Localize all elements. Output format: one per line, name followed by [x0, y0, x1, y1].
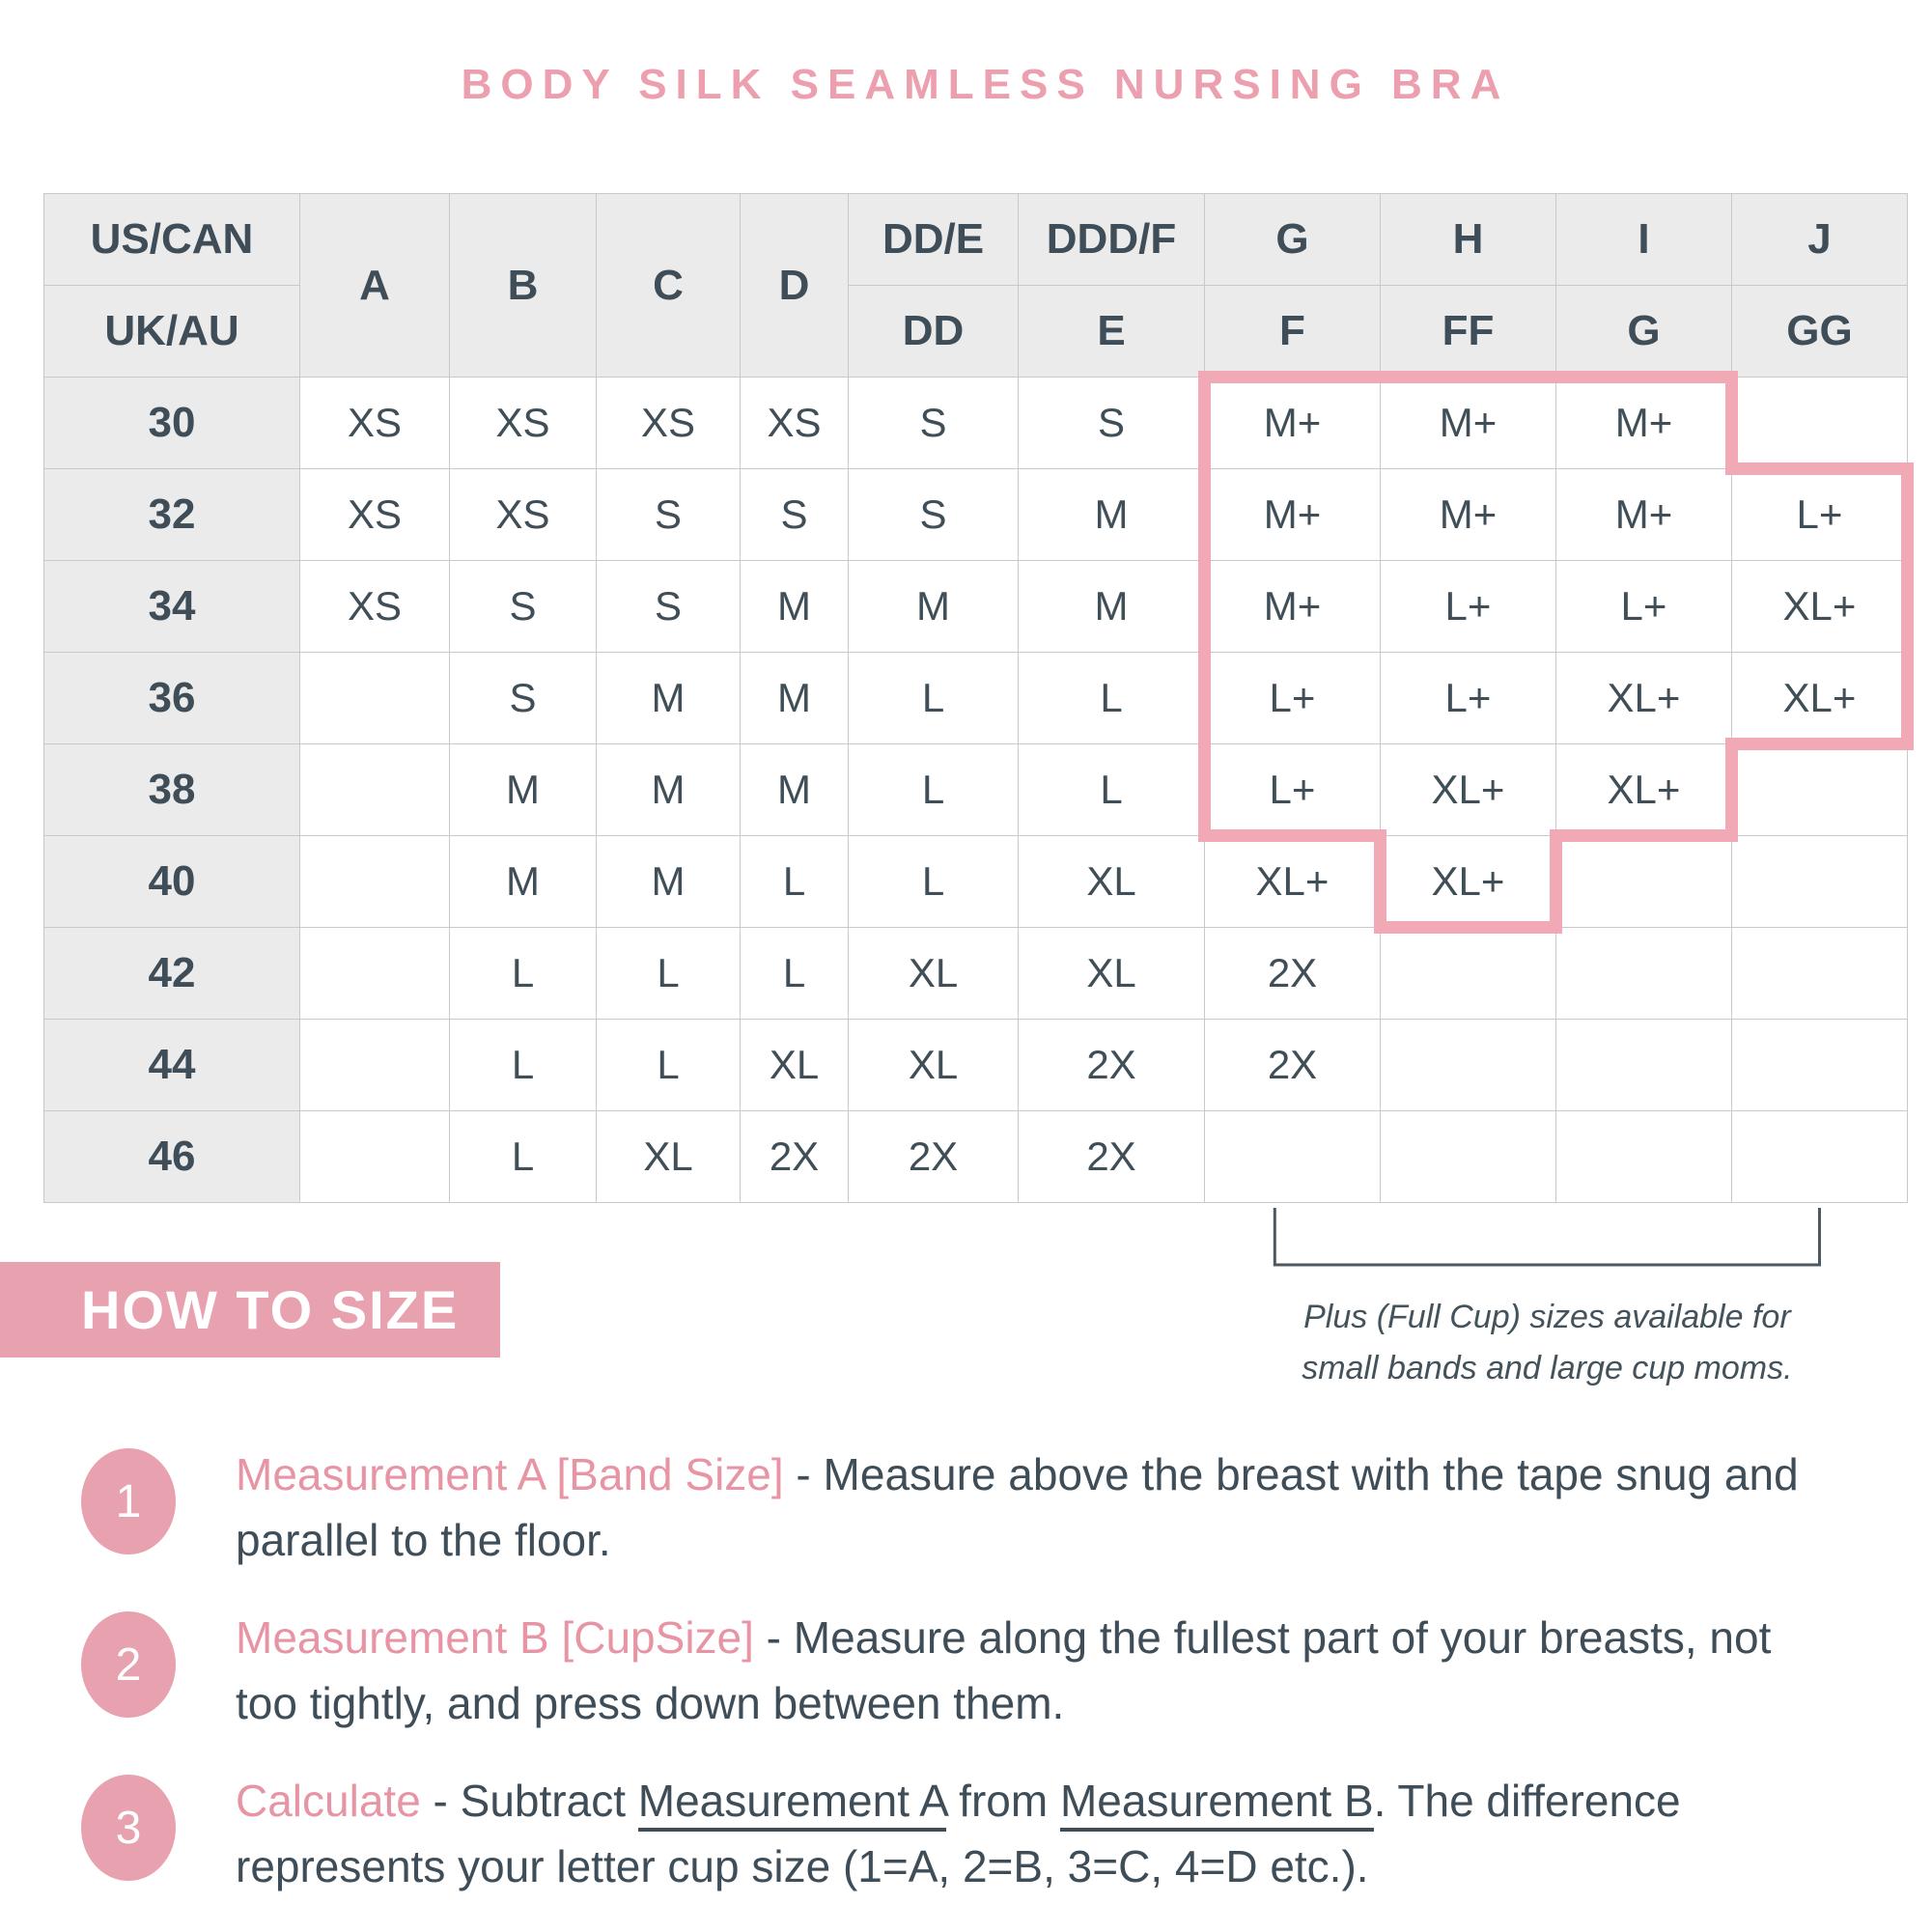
size-cell: M+ [1205, 469, 1381, 561]
size-cell: L [597, 928, 741, 1020]
step-1-body-line2: parallel to the floor. [236, 1514, 611, 1565]
size-chart-table [43, 193, 1908, 1203]
size-cell: XL+ [1205, 836, 1381, 928]
header-us-cup-DD/E: DD/E [849, 194, 1019, 286]
step-3-text: Calculate - Subtract Measurement A from Measurement B. The difference represents your letter cup size (1=A, 2=B, 3=C, 4=D etc.). [236, 1769, 1681, 1899]
size-cell: L [741, 928, 849, 1020]
size-cell: L [450, 928, 597, 1020]
size-cell [300, 653, 450, 744]
size-cell [1556, 1111, 1732, 1203]
size-cell: L+ [1205, 744, 1381, 836]
size-cell [300, 744, 450, 836]
header-us-can: US/CAN [44, 194, 300, 286]
size-cell: M [1019, 561, 1205, 653]
size-cell: L [849, 653, 1019, 744]
size-cell: M+ [1556, 378, 1732, 469]
size-cell: XL+ [1556, 653, 1732, 744]
size-cell: L+ [1732, 469, 1908, 561]
size-chart [43, 193, 1908, 1203]
header-uk-au: UK/AU [44, 286, 300, 378]
size-cell [1732, 378, 1908, 469]
size-cell: M [741, 561, 849, 653]
step-3-number-badge: 3 [81, 1775, 176, 1881]
size-cell: L [849, 836, 1019, 928]
size-cell: XL+ [1381, 744, 1556, 836]
step-3 [81, 1769, 1903, 1899]
size-cell: M [741, 744, 849, 836]
how-to-size-steps [81, 1442, 1903, 1900]
size-cell: XS [450, 469, 597, 561]
step-2-number-badge: 2 [81, 1611, 176, 1718]
page-title: BODY SILK SEAMLESS NURSING BRA [461, 61, 1510, 108]
size-cell: M+ [1205, 378, 1381, 469]
size-cell: M [597, 836, 741, 928]
measurement-a-underlined: Measurement A [638, 1776, 947, 1832]
size-cell: XS [741, 378, 849, 469]
size-cell: M [597, 744, 741, 836]
size-cell: XL [1019, 928, 1205, 1020]
size-cell: XS [450, 378, 597, 469]
band-42: 42 [44, 928, 300, 1020]
size-cell [1556, 1020, 1732, 1111]
plus-note-bracket [1274, 1208, 1819, 1265]
band-46: 46 [44, 1111, 300, 1203]
size-cell: L [1019, 653, 1205, 744]
size-cell: M+ [1205, 561, 1381, 653]
size-cell [1732, 1111, 1908, 1203]
size-cell: M [849, 561, 1019, 653]
size-cell [300, 928, 450, 1020]
header-us-cup-H: H [1381, 194, 1556, 286]
size-cell: 2X [1019, 1111, 1205, 1203]
size-cell: S [450, 653, 597, 744]
header-us-cup-G: G [1205, 194, 1381, 286]
plus-note [1112, 1292, 1932, 1393]
step-1-text: Measurement A [Band Size] - Measure above the breast with the tape snug and parallel to the floor. [236, 1442, 1799, 1573]
step-1-body: Measure above the breast with the tape snug and [823, 1449, 1799, 1499]
size-cell: XL [741, 1020, 849, 1111]
size-cell: S [450, 561, 597, 653]
size-cell: XS [597, 378, 741, 469]
size-cell: M+ [1556, 469, 1732, 561]
header-cup-D: D [741, 194, 849, 378]
header-us-cup-I: I [1556, 194, 1732, 286]
size-cell: S [1019, 378, 1205, 469]
header-uk-cup-G: G [1556, 286, 1732, 378]
size-cell: L+ [1381, 653, 1556, 744]
size-cell: M [741, 653, 849, 744]
size-cell: 2X [1019, 1020, 1205, 1111]
band-44: 44 [44, 1020, 300, 1111]
size-cell: S [741, 469, 849, 561]
size-cell: XL+ [1732, 653, 1908, 744]
band-30: 30 [44, 378, 300, 469]
header-cup-A: A [300, 194, 450, 378]
size-cell: S [597, 469, 741, 561]
step-2 [81, 1606, 1903, 1736]
plus-note-line1: Plus (Full Cup) sizes available for [1303, 1299, 1791, 1335]
size-cell: M [1019, 469, 1205, 561]
size-cell [300, 836, 450, 928]
size-cell: S [597, 561, 741, 653]
size-cell: XL+ [1732, 561, 1908, 653]
header-uk-cup-DD: DD [849, 286, 1019, 378]
size-cell: S [849, 469, 1019, 561]
step-1 [81, 1442, 1903, 1573]
size-cell: L+ [1381, 561, 1556, 653]
size-cell [1732, 744, 1908, 836]
size-cell: XL [849, 1020, 1019, 1111]
size-cell [1732, 928, 1908, 1020]
how-to-size-banner: HOW TO SIZE [0, 1262, 500, 1358]
plus-note-line2: small bands and large cup moms. [1302, 1349, 1793, 1386]
size-cell: L [1019, 744, 1205, 836]
step-2-body: Measure along the fullest part of your breasts, not [793, 1612, 1772, 1664]
header-cup-B: B [450, 194, 597, 378]
size-cell: XL+ [1381, 836, 1556, 928]
size-cell [1381, 1020, 1556, 1111]
header-uk-cup-F: F [1205, 286, 1381, 378]
size-cell [1556, 928, 1732, 1020]
size-cell [1381, 1111, 1556, 1203]
header-uk-cup-FF: FF [1381, 286, 1556, 378]
size-cell: XL+ [1556, 744, 1732, 836]
step-3-label: Calculate [236, 1776, 421, 1827]
size-cell [1205, 1111, 1381, 1203]
step-1-label: Measurement A [Band Size] [236, 1449, 784, 1499]
size-cell: L [450, 1111, 597, 1203]
size-cell: M [450, 836, 597, 928]
size-cell [1732, 836, 1908, 928]
size-cell: XS [300, 561, 450, 653]
header-cup-C: C [597, 194, 741, 378]
size-cell: L [741, 836, 849, 928]
band-34: 34 [44, 561, 300, 653]
size-cell [300, 1111, 450, 1203]
header-us-cup-DDD/F: DDD/F [1019, 194, 1205, 286]
size-cell: L+ [1205, 653, 1381, 744]
size-cell: M+ [1381, 378, 1556, 469]
measurement-b-underlined: Measurement B [1060, 1776, 1374, 1832]
step-3-body-line2: represents your letter cup size (1=A, 2=B, 3=C, 4=D etc.). [236, 1841, 1369, 1892]
size-cell [300, 1020, 450, 1111]
size-cell [1556, 836, 1732, 928]
size-cell: XS [300, 469, 450, 561]
size-cell: 2X [741, 1111, 849, 1203]
step-1-number-badge: 1 [81, 1448, 176, 1554]
size-cell: L [450, 1020, 597, 1111]
size-cell: L [597, 1020, 741, 1111]
size-cell [1732, 1020, 1908, 1111]
size-cell: 2X [849, 1111, 1019, 1203]
size-cell: 2X [1205, 928, 1381, 1020]
size-cell: S [849, 378, 1019, 469]
header-uk-cup-GG: GG [1732, 286, 1908, 378]
step-2-label: Measurement B [CupSize] [236, 1612, 754, 1664]
band-38: 38 [44, 744, 300, 836]
size-cell: XL [849, 928, 1019, 1020]
band-36: 36 [44, 653, 300, 744]
size-cell: L+ [1556, 561, 1732, 653]
header-us-cup-J: J [1732, 194, 1908, 286]
header-uk-cup-E: E [1019, 286, 1205, 378]
step-2-body-line2: too tightly, and press down between them. [236, 1677, 1065, 1728]
size-cell: M+ [1381, 469, 1556, 561]
size-cell: XL [597, 1111, 741, 1203]
size-cell: M [450, 744, 597, 836]
size-cell: XL [1019, 836, 1205, 928]
size-cell: M [597, 653, 741, 744]
step-2-text: Measurement B [CupSize] - Measure along the fullest part of your breasts, not too tightly, and press down between them. [236, 1606, 1771, 1736]
size-cell: 2X [1205, 1020, 1381, 1111]
band-40: 40 [44, 836, 300, 928]
size-cell [1381, 928, 1556, 1020]
size-cell: XS [300, 378, 450, 469]
band-32: 32 [44, 469, 300, 561]
size-cell: L [849, 744, 1019, 836]
